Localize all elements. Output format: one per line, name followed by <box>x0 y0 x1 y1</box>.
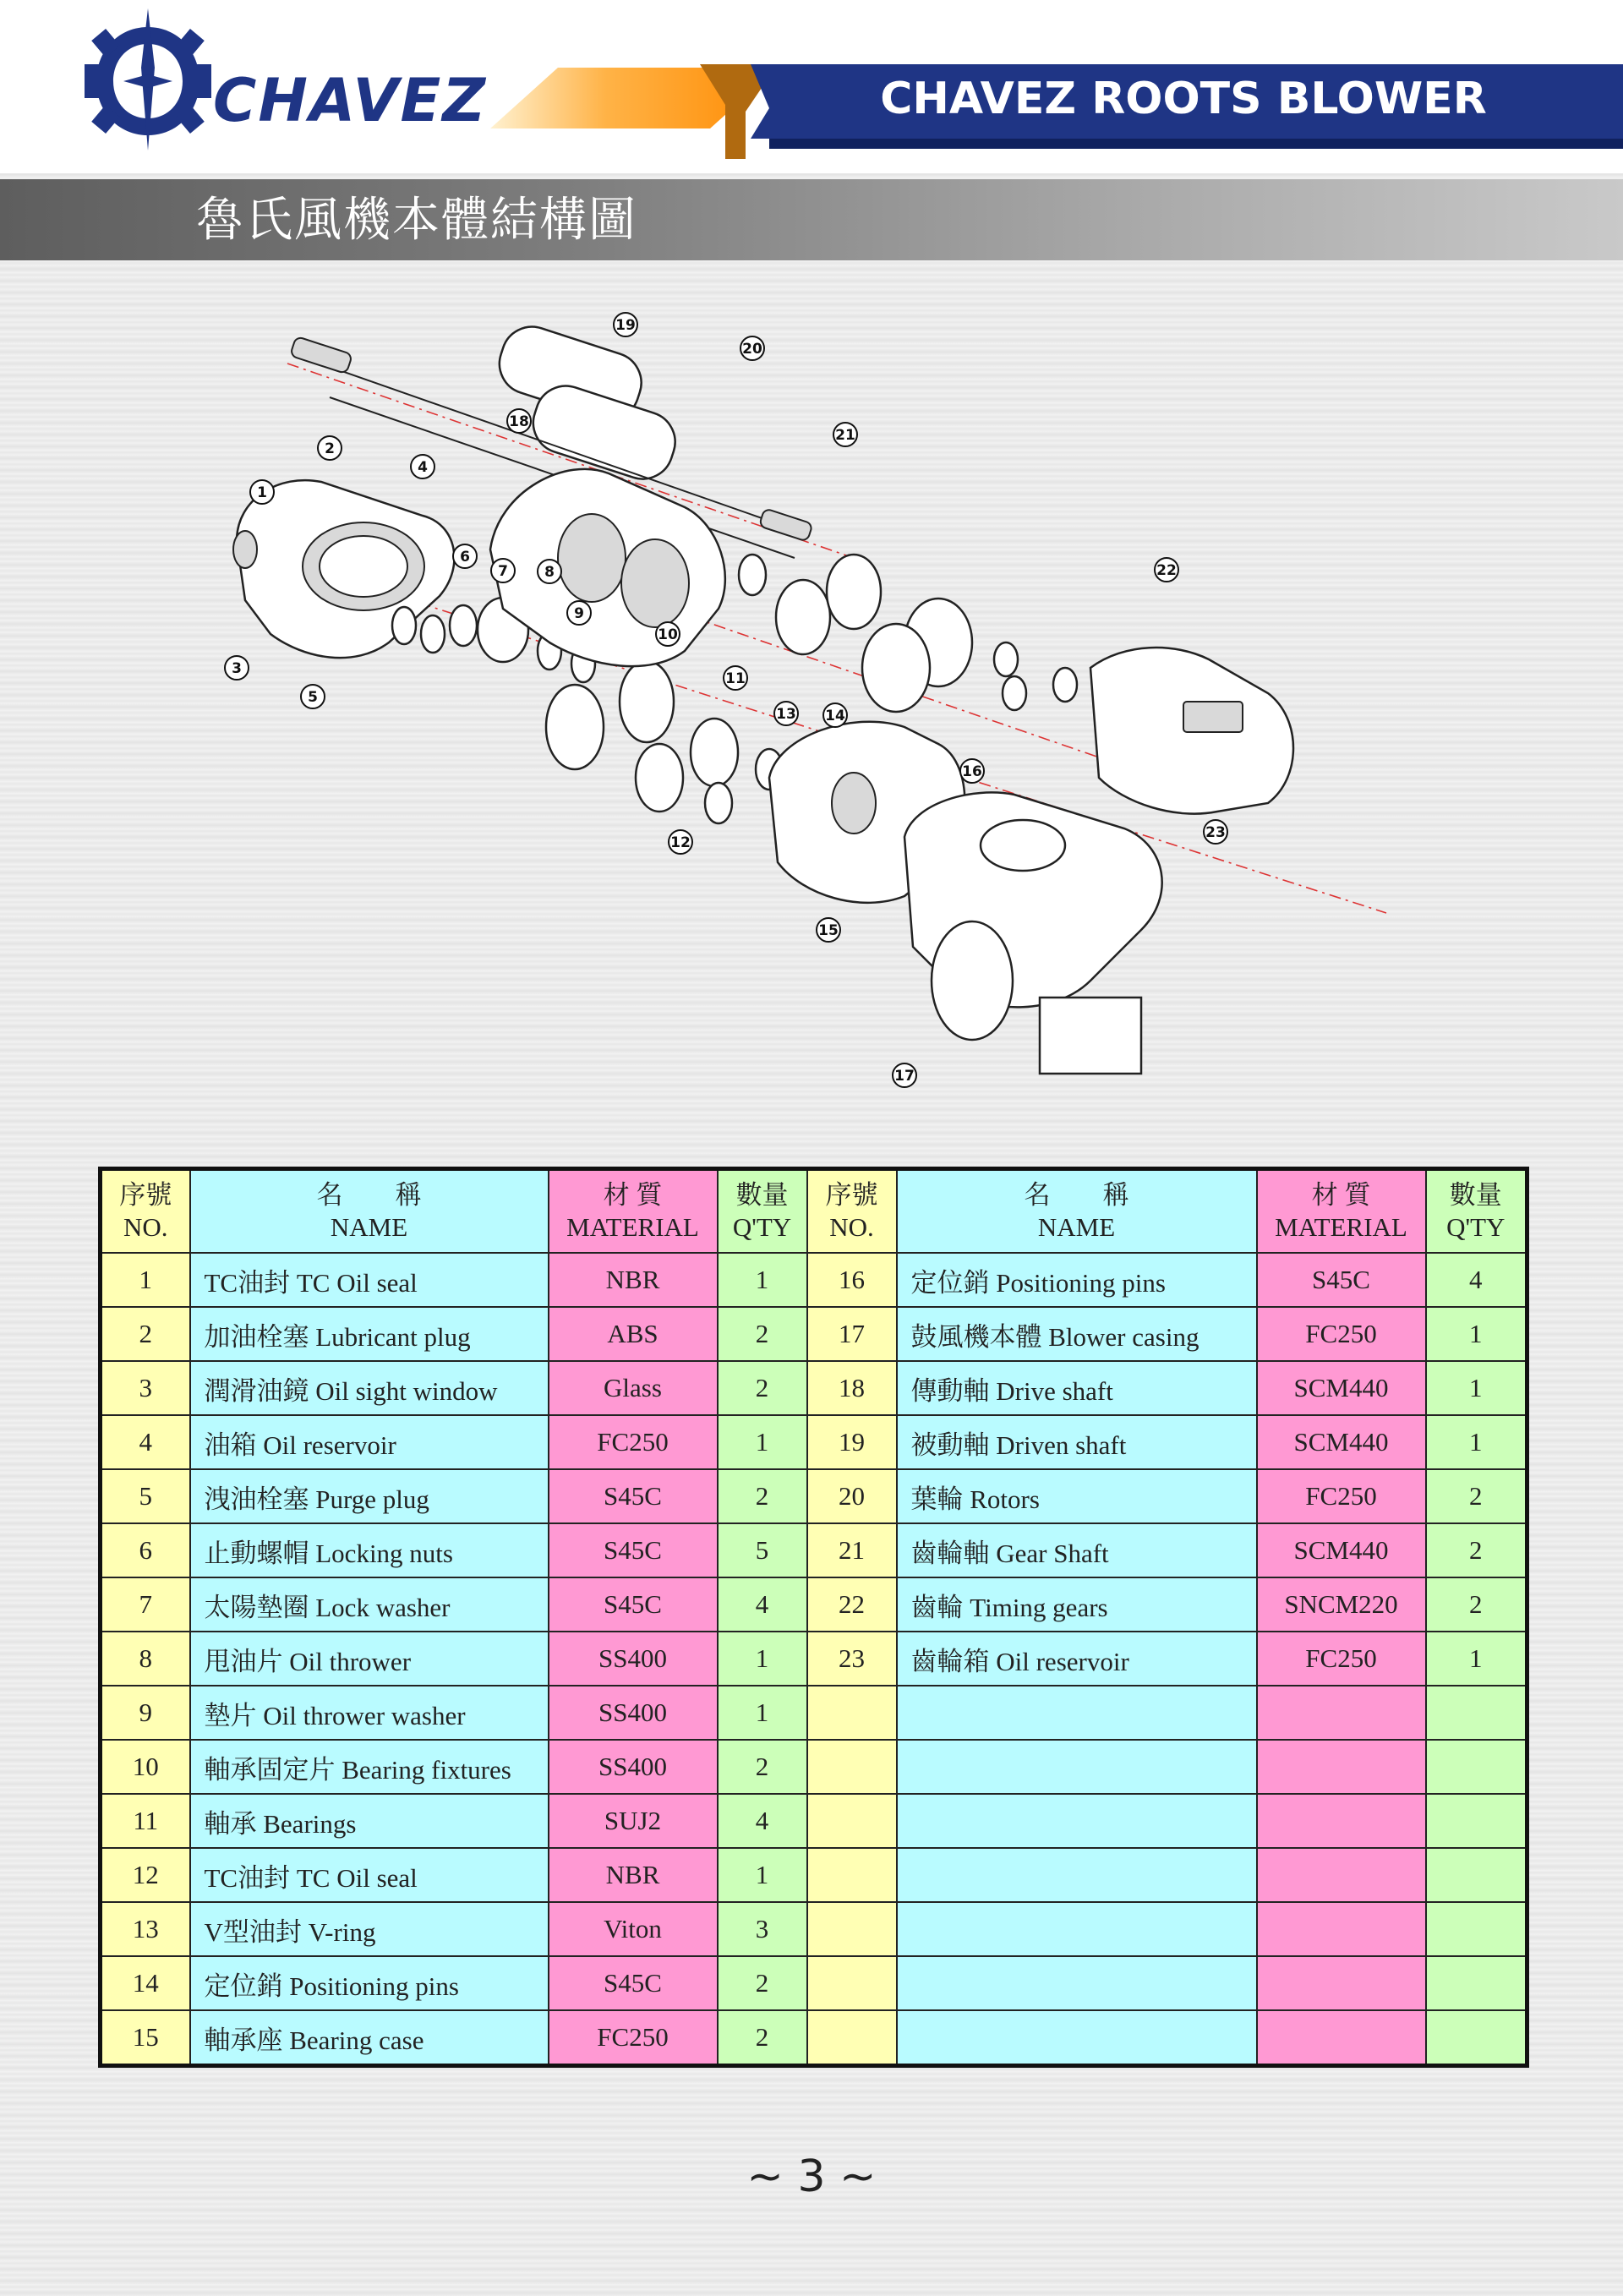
table-row <box>101 1415 1527 1469</box>
part-number-cell: 21 <box>807 1523 897 1577</box>
quantity-cell: 2 <box>718 1361 807 1415</box>
quantity-cell: 1 <box>718 1415 807 1469</box>
quantity-cell: 1 <box>718 1848 807 1902</box>
material-cell: ABS <box>549 1307 718 1361</box>
material-cell: SS400 <box>549 1632 718 1686</box>
svg-text:5: 5 <box>308 689 318 706</box>
part-number-cell <box>807 1740 897 1794</box>
part-name-cell: 止動螺帽 Locking nuts <box>190 1523 549 1577</box>
gear-box-right <box>1090 648 1293 814</box>
quantity-cell <box>1426 1794 1527 1848</box>
svg-text:7: 7 <box>498 563 508 580</box>
material-cell: FC250 <box>1257 1469 1426 1523</box>
table-row <box>101 1956 1527 2010</box>
part-number-cell <box>807 1686 897 1740</box>
quantity-cell: 5 <box>718 1523 807 1577</box>
part-name-cell: 軸承固定片 Bearing fixtures <box>190 1740 549 1794</box>
section-title: 魯氏風機本體結構圖 <box>196 193 637 248</box>
part-name-cell: 齒輪 Timing gears <box>897 1577 1257 1632</box>
part-number-cell: 8 <box>101 1632 190 1686</box>
table-row <box>101 2010 1527 2066</box>
callout-7 <box>491 559 515 582</box>
material-cell: NBR <box>549 1253 718 1307</box>
material-cell <box>1257 1740 1426 1794</box>
callout-5 <box>301 685 325 708</box>
part-name-cell: 加油栓塞 Lubricant plug <box>190 1307 549 1361</box>
material-cell: Viton <box>549 1902 718 1956</box>
part-name-cell: 洩油栓塞 Purge plug <box>190 1469 549 1523</box>
svg-text:14: 14 <box>825 708 845 724</box>
material-cell: SS400 <box>549 1686 718 1740</box>
callout-8 <box>538 560 561 583</box>
material-cell: Glass <box>549 1361 718 1415</box>
callout-6 <box>453 544 477 568</box>
quantity-cell: 2 <box>1426 1469 1527 1523</box>
callout-4 <box>411 455 434 478</box>
quantity-cell: 2 <box>718 1740 807 1794</box>
part-number-cell: 17 <box>807 1307 897 1361</box>
part-name-cell: 齒輪箱 Oil reservoir <box>897 1632 1257 1686</box>
quantity-cell: 1 <box>718 1686 807 1740</box>
brand-logo-text: CHAVEZ <box>213 66 488 135</box>
table-row <box>101 1686 1527 1740</box>
material-cell: S45C <box>1257 1253 1426 1307</box>
part-name-cell <box>897 1848 1257 1902</box>
material-cell: SS400 <box>549 1740 718 1794</box>
part-number-cell <box>807 1848 897 1902</box>
callout-1 <box>250 480 274 504</box>
material-cell: FC250 <box>549 2010 718 2066</box>
part-number-cell <box>807 1794 897 1848</box>
callout-21 <box>833 423 857 446</box>
quantity-cell <box>1426 1848 1527 1902</box>
header-material: 材 質 MATERIAL <box>1257 1169 1426 1254</box>
quantity-cell: 2 <box>718 1469 807 1523</box>
material-cell: S45C <box>549 1956 718 2010</box>
part-number-cell: 14 <box>101 1956 190 2010</box>
svg-text:6: 6 <box>460 549 470 566</box>
svg-text:18: 18 <box>509 413 529 430</box>
page-number: ~ 3 ~ <box>746 2151 877 2202</box>
part-name-cell: V型油封 V-ring <box>190 1902 549 1956</box>
part-name-cell <box>897 1794 1257 1848</box>
header-no: 序號 NO. <box>101 1169 190 1254</box>
svg-text:13: 13 <box>776 706 796 723</box>
part-name-cell: 定位銷 Positioning pins <box>897 1253 1257 1307</box>
part-name-cell: 鼓風機本體 Blower casing <box>897 1307 1257 1361</box>
part-number-cell: 11 <box>101 1794 190 1848</box>
callout-13 <box>774 702 798 725</box>
gear-logo-icon <box>85 8 211 152</box>
material-cell: FC250 <box>549 1415 718 1469</box>
part-name-cell <box>897 2010 1257 2066</box>
svg-text:15: 15 <box>818 922 839 939</box>
part-number-cell: 23 <box>807 1632 897 1686</box>
callout-11 <box>724 666 747 690</box>
part-number-cell: 18 <box>807 1361 897 1415</box>
part-name-cell: 太陽墊圈 Lock washer <box>190 1577 549 1632</box>
quantity-cell <box>1426 1686 1527 1740</box>
callout-20 <box>740 336 764 360</box>
table-row <box>101 1740 1527 1794</box>
part-number-cell <box>807 2010 897 2066</box>
svg-text:16: 16 <box>962 763 982 780</box>
part-name-cell <box>897 1686 1257 1740</box>
svg-text:8: 8 <box>544 564 555 581</box>
parts-table <box>98 1167 1529 2068</box>
material-cell: SUJ2 <box>549 1794 718 1848</box>
table-row <box>101 1361 1527 1415</box>
quantity-cell: 2 <box>718 1956 807 2010</box>
material-cell: SCM440 <box>1257 1361 1426 1415</box>
part-number-cell: 2 <box>101 1307 190 1361</box>
page-header <box>0 0 1623 173</box>
quantity-cell: 1 <box>1426 1632 1527 1686</box>
quantity-cell <box>1426 1956 1527 2010</box>
material-cell: SNCM220 <box>1257 1577 1426 1632</box>
svg-text:20: 20 <box>742 341 762 358</box>
part-name-cell: TC油封 TC Oil seal <box>190 1848 549 1902</box>
table-row <box>101 1794 1527 1848</box>
part-name-cell: 軸承座 Bearing case <box>190 2010 549 2066</box>
part-name-cell <box>897 1956 1257 2010</box>
part-number-cell: 13 <box>101 1902 190 1956</box>
part-number-cell <box>807 1902 897 1956</box>
material-cell: FC250 <box>1257 1307 1426 1361</box>
part-number-cell: 12 <box>101 1848 190 1902</box>
part-number-cell: 10 <box>101 1740 190 1794</box>
table-row <box>101 1848 1527 1902</box>
part-number-cell: 6 <box>101 1523 190 1577</box>
svg-text:3: 3 <box>232 660 242 677</box>
table-row <box>101 1902 1527 1956</box>
part-number-cell: 19 <box>807 1415 897 1469</box>
material-cell <box>1257 1794 1426 1848</box>
blower-casing <box>904 792 1162 1074</box>
part-number-cell <box>807 1956 897 2010</box>
quantity-cell <box>1426 2010 1527 2066</box>
part-name-cell: 定位銷 Positioning pins <box>190 1956 549 2010</box>
svg-text:17: 17 <box>894 1068 915 1085</box>
material-cell <box>1257 1848 1426 1902</box>
callout-12 <box>669 830 692 854</box>
callout-22 <box>1155 558 1178 582</box>
part-name-cell: 甩油片 Oil thrower <box>190 1632 549 1686</box>
header-name: 名 稱 NAME <box>190 1169 549 1254</box>
quantity-cell: 4 <box>718 1577 807 1632</box>
header-material: 材 質 MATERIAL <box>549 1169 718 1254</box>
table-row <box>101 1469 1527 1523</box>
material-cell: S45C <box>549 1523 718 1577</box>
svg-text:19: 19 <box>615 317 636 334</box>
material-cell <box>1257 2010 1426 2066</box>
part-number-cell: 7 <box>101 1577 190 1632</box>
table-header-row <box>101 1169 1527 1254</box>
header-qty: 數量 Q'TY <box>718 1169 807 1254</box>
quantity-cell <box>1426 1902 1527 1956</box>
material-cell <box>1257 1902 1426 1956</box>
svg-text:11: 11 <box>725 670 746 687</box>
part-name-cell: 齒輪軸 Gear Shaft <box>897 1523 1257 1577</box>
part-name-cell: 墊片 Oil thrower washer <box>190 1686 549 1740</box>
quantity-cell: 2 <box>1426 1577 1527 1632</box>
quantity-cell: 1 <box>1426 1415 1527 1469</box>
callout-2 <box>318 436 342 460</box>
svg-text:21: 21 <box>835 427 855 444</box>
material-cell: NBR <box>549 1848 718 1902</box>
part-number-cell: 16 <box>807 1253 897 1307</box>
callout-10 <box>656 622 680 646</box>
exploded-view-diagram <box>211 304 1437 1099</box>
material-cell: FC250 <box>1257 1632 1426 1686</box>
quantity-cell <box>1426 1740 1527 1794</box>
svg-text:23: 23 <box>1205 824 1226 841</box>
quantity-cell: 3 <box>718 1902 807 1956</box>
callout-9 <box>567 601 591 625</box>
callout-23 <box>1204 820 1227 844</box>
svg-text:22: 22 <box>1156 562 1177 579</box>
svg-text:1: 1 <box>257 484 267 501</box>
material-cell: S45C <box>549 1469 718 1523</box>
callout-3 <box>225 656 249 680</box>
table-row <box>101 1577 1527 1632</box>
material-cell: SCM440 <box>1257 1415 1426 1469</box>
quantity-cell: 4 <box>718 1794 807 1848</box>
right-bearings-gears <box>739 555 1077 712</box>
oil-seal-part <box>233 531 257 568</box>
svg-text:12: 12 <box>670 834 691 851</box>
table-row <box>101 1523 1527 1577</box>
part-name-cell: 傳動軸 Drive shaft <box>897 1361 1257 1415</box>
part-name-cell: 軸承 Bearings <box>190 1794 549 1848</box>
part-name-cell: 油箱 Oil reservoir <box>190 1415 549 1469</box>
header-name: 名 稱 NAME <box>897 1169 1257 1254</box>
header-no: 序號 NO. <box>807 1169 897 1254</box>
part-number-cell: 4 <box>101 1415 190 1469</box>
material-cell: SCM440 <box>1257 1523 1426 1577</box>
svg-text:2: 2 <box>325 440 335 457</box>
part-number-cell: 5 <box>101 1469 190 1523</box>
quantity-cell: 1 <box>1426 1307 1527 1361</box>
part-name-cell: 被動軸 Driven shaft <box>897 1415 1257 1469</box>
quantity-cell: 2 <box>718 1307 807 1361</box>
part-name-cell <box>897 1740 1257 1794</box>
part-name-cell <box>897 1902 1257 1956</box>
part-number-cell: 15 <box>101 2010 190 2066</box>
quantity-cell: 2 <box>1426 1523 1527 1577</box>
svg-text:4: 4 <box>418 459 428 476</box>
part-number-cell: 9 <box>101 1686 190 1740</box>
material-cell: S45C <box>549 1577 718 1632</box>
table-row <box>101 1632 1527 1686</box>
header-qty: 數量 Q'TY <box>1426 1169 1527 1254</box>
svg-text:9: 9 <box>574 605 584 622</box>
part-number-cell: 20 <box>807 1469 897 1523</box>
material-cell <box>1257 1686 1426 1740</box>
quantity-cell: 1 <box>1426 1361 1527 1415</box>
callout-19 <box>614 313 637 336</box>
quantity-cell: 4 <box>1426 1253 1527 1307</box>
callout-15 <box>817 918 840 942</box>
part-number-cell: 22 <box>807 1577 897 1632</box>
callout-16 <box>960 759 984 783</box>
material-cell <box>1257 1956 1426 2010</box>
table-row <box>101 1253 1527 1307</box>
quantity-cell: 1 <box>718 1253 807 1307</box>
part-number-cell: 1 <box>101 1253 190 1307</box>
header-title: CHAVEZ ROOTS BLOWER <box>880 74 1487 124</box>
quantity-cell: 1 <box>718 1632 807 1686</box>
part-number-cell: 3 <box>101 1361 190 1415</box>
callout-17 <box>893 1063 916 1087</box>
part-name-cell: 潤滑油鏡 Oil sight window <box>190 1361 549 1415</box>
svg-text:10: 10 <box>658 626 678 643</box>
callout-18 <box>507 409 531 433</box>
part-name-cell: 葉輪 Rotors <box>897 1469 1257 1523</box>
callout-14 <box>823 703 847 727</box>
quantity-cell: 2 <box>718 2010 807 2066</box>
part-name-cell: TC油封 TC Oil seal <box>190 1253 549 1307</box>
table-row <box>101 1307 1527 1361</box>
